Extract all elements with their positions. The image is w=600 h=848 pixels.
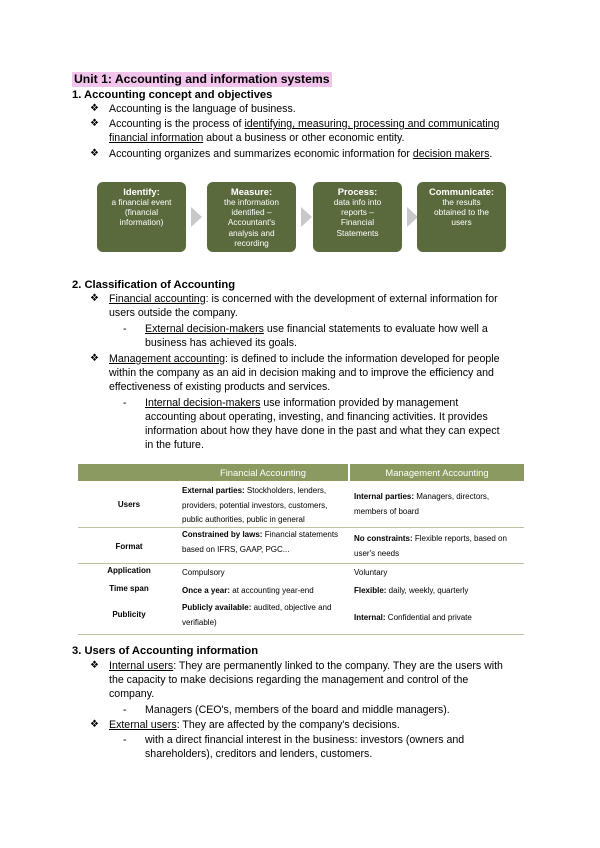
flow-box-title: Identify: <box>123 186 160 197</box>
flow-box-line: analysis and <box>228 227 275 238</box>
row-label-format: Format <box>115 542 143 551</box>
cell-format-financial <box>182 530 348 555</box>
cell-text: user's needs <box>354 548 400 558</box>
financial-accounting-term: Financial accounting <box>109 293 206 305</box>
flow-box-line: (financial <box>124 207 159 218</box>
flow-box-title: Process: <box>337 186 378 197</box>
cell-bold: Once a year: <box>182 586 231 595</box>
flow-box-process <box>313 182 402 252</box>
s2-fa-sub <box>109 322 526 350</box>
s2-ma-line: within the company as an aid in decision making and to improve the efficiency and <box>109 367 494 379</box>
diamond-bullet-icon: ❖ <box>90 353 99 364</box>
s3-bullet-external <box>90 718 526 732</box>
cell-bold: Internal: <box>354 613 386 622</box>
row-label-time-span: Time span <box>109 584 149 593</box>
cell-users-management <box>354 492 524 517</box>
flow-box-line: Accountant's <box>227 217 276 228</box>
diamond-bullet-icon: ❖ <box>90 293 99 304</box>
cell-bold: Internal parties: <box>354 492 415 501</box>
flow-box-line: users <box>451 217 472 228</box>
dash-bullet: - <box>123 704 127 716</box>
cell-bold: No constraints: <box>354 534 413 543</box>
table-divider <box>78 634 524 635</box>
flow-box-measure <box>207 182 296 252</box>
flow-box-line: obtained to the <box>434 207 489 218</box>
s1-bullet-1-text: Accounting is the language of business. <box>109 103 296 115</box>
s2-ma-sub <box>109 396 526 452</box>
cell-text: based on IFRS, GAAP, PGC... <box>182 544 290 554</box>
cell-time-management <box>354 586 468 597</box>
s2-ma-sub-line: in the future. <box>145 439 204 451</box>
section3-heading: 3. Users of Accounting information <box>72 645 259 657</box>
table-header-management: Management Accounting <box>350 464 524 481</box>
external-users-term: External users <box>109 719 177 731</box>
row-label-publicity: Publicity <box>112 610 146 619</box>
cell-text: Flexible reports, based on <box>412 534 507 543</box>
cell-time-financial <box>182 586 314 597</box>
dash-bullet: - <box>123 397 127 409</box>
s2-bullet-management <box>90 352 526 394</box>
s3-iu-sub <box>109 703 526 717</box>
flow-box-communicate <box>417 182 506 252</box>
s2-bullet-financial <box>90 292 526 320</box>
dash-bullet: - <box>123 734 127 746</box>
flow-arrow-icon <box>191 207 202 227</box>
flow-box-line: recording <box>234 237 269 248</box>
section1-heading: 1. Accounting concept and objectives <box>72 89 273 101</box>
s3-eu-sub-line: with a direct financial interest in the business: investors (owners and <box>145 734 465 746</box>
s1-b2-post: about a business or other economic entity. <box>203 132 405 144</box>
s2-ma-sub-line: information about how they have done in the past and what they can expect <box>145 425 500 437</box>
flow-box-line: Statements <box>336 227 379 238</box>
s3-eu-sub-line: shareholders), creditors and lenders, customers. <box>145 748 373 760</box>
flow-box-line: a financial event <box>111 197 172 207</box>
diamond-bullet-icon: ❖ <box>90 118 99 129</box>
internal-users-term: Internal users <box>109 660 174 672</box>
section2-heading: 2. Classification of Accounting <box>72 279 236 291</box>
cell-bold: External parties: <box>182 486 245 495</box>
s1-bullet-3 <box>90 147 526 161</box>
flow-box-line: data info into <box>333 197 382 207</box>
flow-arrow-icon <box>301 207 312 227</box>
flow-box-line: information) <box>119 217 164 228</box>
s3-iu-line: : They are permanently linked to the company. They are the users with <box>173 660 503 672</box>
flow-box-title: Measure: <box>230 186 273 197</box>
cell-text: public authorities, public in general <box>182 515 305 524</box>
flow-box-line: reports – <box>341 207 374 218</box>
diamond-bullet-icon: ❖ <box>90 660 99 671</box>
s1-b3-post: . <box>489 148 493 160</box>
s2-ma-sub-line: accounting about operating, investing, and financing activities. It provides <box>145 411 488 423</box>
s3-iu-line: the capacity to make decisions regarding the management and control of the <box>109 674 469 686</box>
table-header-financial: Financial Accounting <box>78 464 348 481</box>
s3-bullet-internal <box>90 659 526 701</box>
flow-box-identify <box>97 182 186 252</box>
s1-bullet-1 <box>90 102 526 116</box>
flow-box-line: Financial <box>340 217 375 228</box>
s3-iu-sub-text: Managers (CEO's, members of the board and middle managers). <box>145 704 450 716</box>
cell-users-financial <box>182 486 348 526</box>
cell-text: Managers, directors, <box>414 492 490 501</box>
s1-b2-underline-2: financial information <box>109 132 204 144</box>
flow-box-line: the information <box>224 197 279 207</box>
s2-fa-sub-line: use financial statements to evaluate how well a <box>263 323 488 335</box>
row-label-application: Application <box>107 566 151 575</box>
s2-fa-sub-line: business has achieved its goals. <box>145 337 297 349</box>
cell-text: audited, objective and <box>251 603 332 612</box>
cell-text: Stockholders, lenders, <box>244 486 327 495</box>
s1-bullet-2 <box>90 117 526 145</box>
s1-b3-underline: decision makers <box>412 148 490 160</box>
cell-text: Confidential and private <box>385 613 472 622</box>
s2-ma-line: effectiveness of existing products and services. <box>109 381 331 393</box>
s2-ma-sub-line: use information provided by management <box>260 397 459 409</box>
s2-fa-line: : is concerned with the development of external information for <box>205 293 498 305</box>
s3-eu-line: : They are affected by the company's decisions. <box>176 719 400 731</box>
cell-publicity-management <box>354 613 472 624</box>
diamond-bullet-icon: ❖ <box>90 719 99 730</box>
external-decision-makers-term: External decision-makers <box>145 323 264 335</box>
table-divider <box>78 563 524 564</box>
cell-bold: Publicly available: <box>182 603 252 612</box>
cell-bold: Constrained by laws: <box>182 530 263 539</box>
row-label-users: Users <box>117 500 141 509</box>
cell-text: verifiable) <box>182 617 217 627</box>
s1-b3-pre: Accounting organizes and summarizes economic information for <box>109 148 413 160</box>
cell-application-management: Voluntary <box>354 568 388 577</box>
s3-eu-sub <box>109 733 526 761</box>
cell-bold: Flexible: <box>354 586 387 595</box>
cell-text: daily, weekly, quarterly <box>386 586 469 595</box>
dash-bullet: - <box>123 323 127 335</box>
s2-fa-line: users outside the company. <box>109 307 238 319</box>
s1-b2-pre: Accounting is the process of <box>109 118 245 130</box>
cell-publicity-financial <box>182 603 348 628</box>
cell-format-management <box>354 534 524 559</box>
management-accounting-term: Management accounting <box>109 353 226 365</box>
table-divider <box>78 527 524 528</box>
s1-b2-underline-1: identifying, measuring, processing and communicating <box>244 118 500 130</box>
cell-application-financial: Compulsory <box>182 568 225 577</box>
flow-box-line: identified – <box>231 207 272 218</box>
comparison-table <box>78 464 524 635</box>
internal-decision-makers-term: Internal decision-makers <box>145 397 261 409</box>
accounting-process-diagram <box>97 182 506 252</box>
cell-text: members of board <box>354 506 419 516</box>
cell-text: at accounting year-end <box>230 586 314 595</box>
diamond-bullet-icon: ❖ <box>90 103 99 114</box>
diamond-bullet-icon: ❖ <box>90 148 99 159</box>
cell-text: Financial statements <box>262 530 339 539</box>
cell-text: providers, potential investors, customers, <box>182 500 328 510</box>
unit-title: Unit 1: Accounting and information systems <box>74 72 330 86</box>
s3-iu-line: company. <box>109 688 155 700</box>
flow-box-line: the results <box>442 197 481 207</box>
flow-box-title: Communicate: <box>428 186 495 197</box>
s2-ma-line: : is defined to include the information developed for people <box>225 353 500 365</box>
